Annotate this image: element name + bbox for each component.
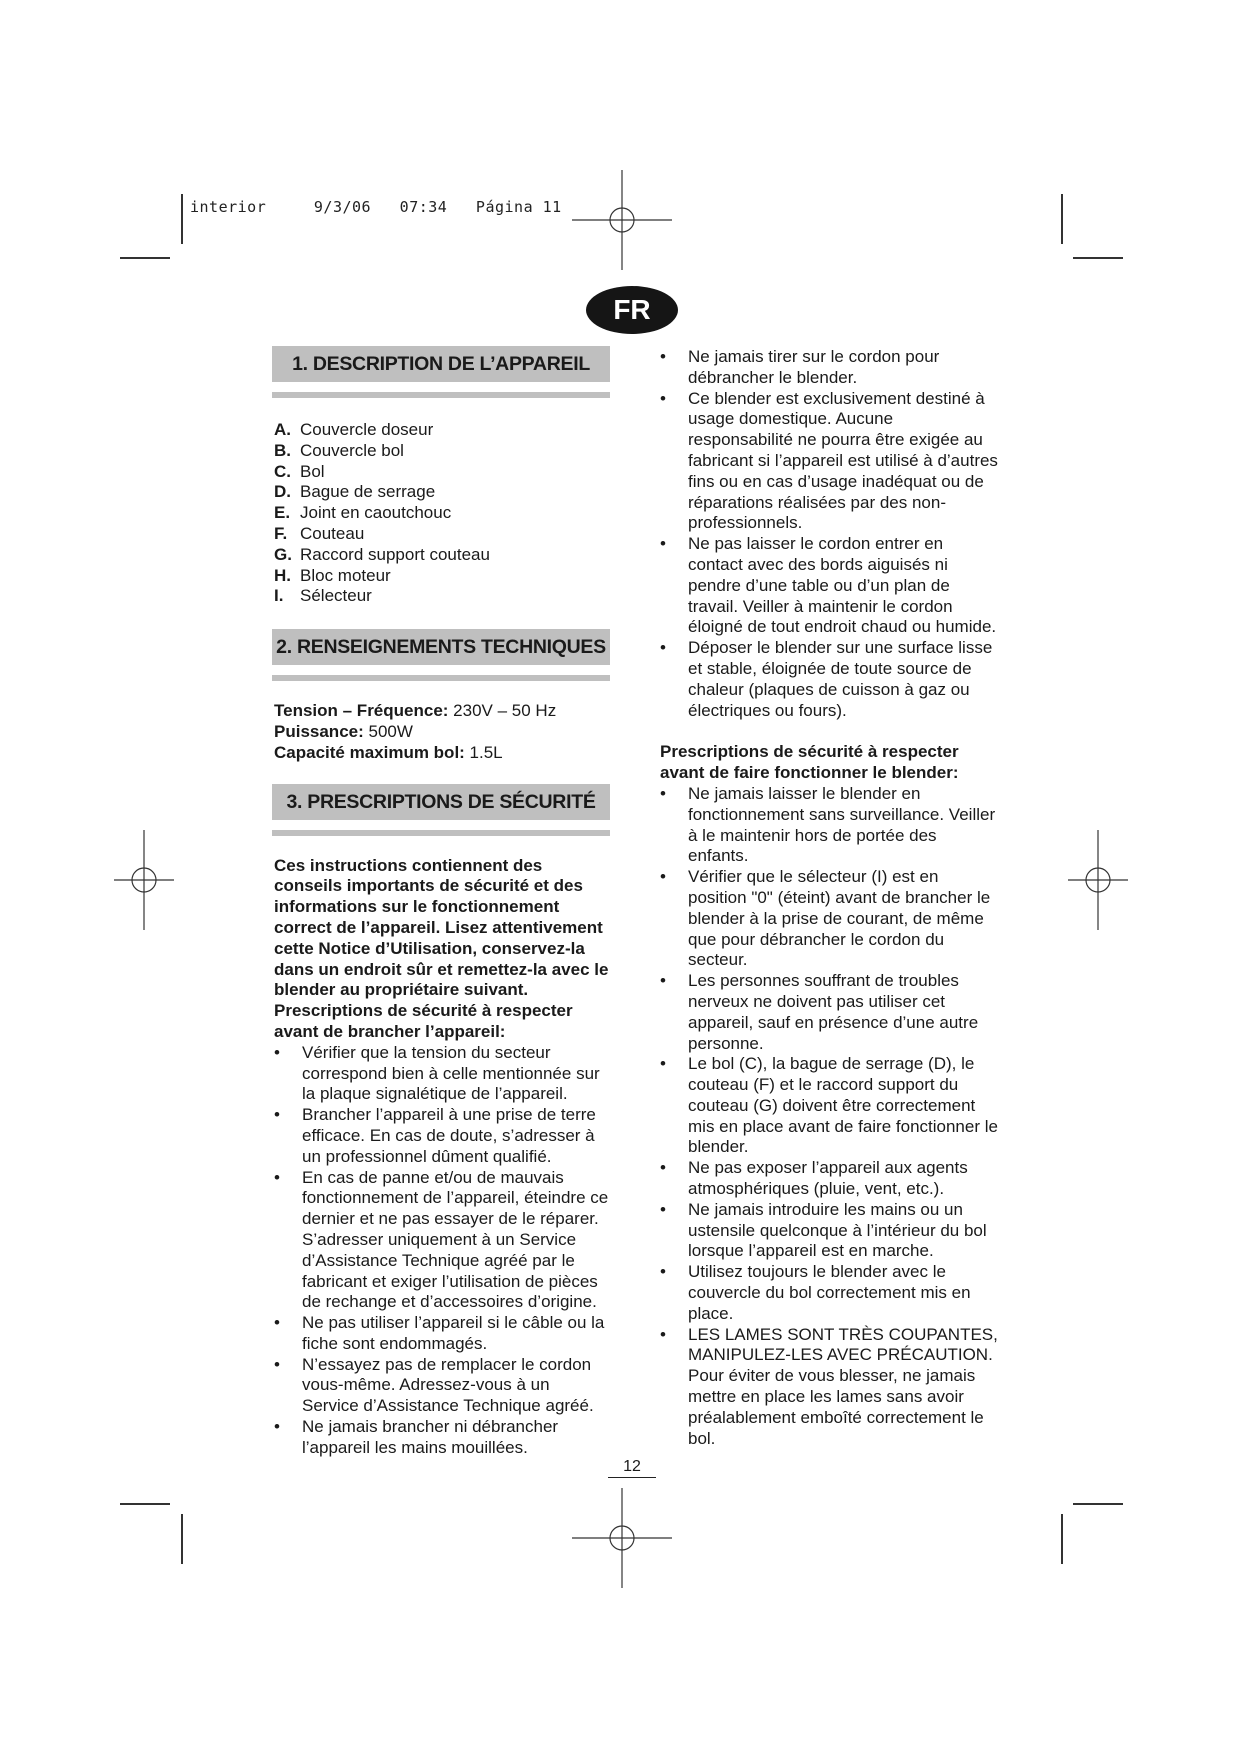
technical-specs (274, 701, 610, 763)
part-label: Couvercle bol (300, 440, 404, 460)
part-label: Bloc moteur (300, 565, 391, 585)
spec-value: 230V – 50 Hz (448, 701, 557, 721)
spec-row (274, 701, 610, 722)
right-column (658, 347, 998, 1449)
bullet-item: • Ne pas exposer l’appareil aux agents atmosphériques (pluie, vent, etc.). (658, 1158, 998, 1200)
before-operating-list (658, 784, 998, 1450)
bullet-item: • Brancher l’appareil à une prise de terre efficace. En cas de doute, s’adresser à un professionnel dûment qualifié. (272, 1105, 610, 1167)
bullet-item: • LES LAMES SONT TRÈS COUPANTES, MANIPULEZ-LES AVEC PRÉCAUTION. Pour éviter de vous blesser, ne jamais mettre en place les lames sans avoir préalablement emboîté correctement le bol. (658, 1325, 998, 1450)
bullet-item: • Ne jamais introduire les mains ou un ustensile quelconque à l’intérieur du bol lorsque l’appareil est en marche. (658, 1200, 998, 1262)
part-label: Couteau (300, 523, 365, 543)
part-letter: E. (274, 503, 291, 523)
page-number: 12 (608, 1457, 656, 1478)
section-title-description: 1. DESCRIPTION DE L’APPAREIL (272, 346, 610, 382)
before-operating-heading: Prescriptions de sécurité à respecter avant de faire fonctionner le blender: (660, 742, 959, 783)
part-item (274, 482, 610, 503)
spec-row (274, 722, 610, 743)
part-item (274, 586, 610, 607)
bullet-item: • Vérifier que la tension du secteur correspond bien à celle mentionnée sur la plaque signalétique de l’appareil. (272, 1043, 610, 1105)
before-plugging-list (272, 1043, 610, 1459)
bullet-item: • Ce blender est exclusivement destiné à usage domestique. Aucune responsabilité ne pourra être exigée au fabricant si l’appareil est utilisé à d’autres fins ou en cas d’usage inadéquat ou de réparations réalisées par des non-professionnels. (658, 389, 998, 535)
part-item (274, 524, 610, 545)
part-label: Couvercle doseur (300, 420, 434, 439)
bullet-item: • Utilisez toujours le blender avec le couvercle du bol correctement mis en place. (658, 1262, 998, 1324)
section-rule (272, 830, 610, 836)
before-plugging-heading: Prescriptions de sécurité à respecter avant de brancher l’appareil: (274, 1001, 573, 1041)
registration-mark-bottom (572, 1488, 672, 1588)
spec-value: 1.5L (464, 742, 503, 762)
spec-label: Puissance: (274, 721, 364, 741)
part-letter: I. (274, 586, 284, 606)
part-item (274, 566, 610, 587)
part-label: Joint en caoutchouc (300, 503, 452, 523)
spec-row (274, 743, 610, 764)
section-title-safety: 3. PRESCRIPTIONS DE SÉCURITÉ (272, 784, 610, 820)
part-label: Bague de serrage (300, 482, 436, 502)
bullet-item: • En cas de panne et/ou de mauvais fonctionnement de l’appareil, éteindre ce dernier et ne pas essayer de le réparer. S’adresser uniquement à un Service d’Assistance Technique agréé par le fabricant et exiger l’utilisation de pièces de rechange et d’accessoires d’origine. (272, 1168, 610, 1314)
crop-mark (1061, 194, 1063, 244)
part-item (274, 441, 610, 462)
language-badge: FR (586, 286, 678, 334)
bullet-item: • Ne pas laisser le cordon entrer en contact avec des bords aiguisés ni pendre d’une table ou d’un plan de travail. Veiller à maintenir le cordon éloigné de tout endroit chaud ou humide. (658, 534, 998, 638)
part-label: Raccord support couteau (300, 544, 490, 564)
part-letter: F. (274, 523, 288, 543)
registration-mark-right (1048, 830, 1148, 930)
bullet-item: • Ne jamais tirer sur le cordon pour débrancher le blender. (658, 347, 998, 389)
registration-mark-top (572, 170, 672, 270)
section-title-technical: 2. RENSEIGNEMENTS TECHNIQUES (272, 629, 610, 665)
spec-value: 500W (363, 721, 413, 741)
bullet-item: • Déposer le blender sur une surface lisse et stable, éloignée de toute source de chaleur (plaques de cuisson à gaz ou électriques ou fours). (658, 638, 998, 721)
bullet-item: • Ne jamais brancher ni débrancher l’appareil les mains mouillées. (272, 1417, 610, 1459)
part-item (274, 545, 610, 566)
crop-mark (120, 1503, 170, 1505)
part-letter: B. (274, 440, 291, 460)
bullet-item: • N’essayez pas de remplacer le cordon vous-même. Adressez-vous à un Service d’Assistance Technique agréé. (272, 1355, 610, 1417)
part-letter: C. (274, 461, 291, 481)
bullet-item: • Les personnes souffrant de troubles nerveux ne doivent pas utiliser cet appareil, sauf en présence d’une autre personne. (658, 971, 998, 1054)
bullet-item: • Ne pas utiliser l’appareil si le câble ou la fiche sont endommagés. (272, 1313, 610, 1355)
part-label: Sélecteur (300, 586, 372, 606)
part-letter: A. (274, 420, 291, 439)
part-letter: H. (274, 565, 291, 585)
general-safety-list (658, 347, 998, 721)
safety-intro: Ces instructions contiennent des conseils importants de sécurité et des informations sur le fonctionnement correct de l’appareil. Lisez attentivement cette Notice d’Utilisation, conservez-la dans un endroit sûr et remettez-la avec le blender au propriétaire suivant. (274, 855, 609, 1000)
part-item (274, 503, 610, 524)
part-letter: G. (274, 544, 292, 564)
spec-label: Capacité maximum bol: (274, 742, 465, 762)
bullet-item: • Ne jamais laisser le blender en fonctionnement sans surveillance. Veiller à le maintenir hors de portée des enfants. (658, 784, 998, 867)
part-item (274, 462, 610, 483)
part-label: Bol (300, 461, 325, 481)
registration-mark-left (94, 830, 194, 930)
crop-mark (1073, 1503, 1123, 1505)
part-item (274, 420, 610, 441)
part-letter: D. (274, 482, 291, 502)
spec-label: Tension – Fréquence: (274, 701, 449, 721)
parts-list (274, 420, 610, 607)
crop-mark (1073, 257, 1123, 259)
crop-mark (181, 1514, 183, 1564)
bullet-item: • Le bol (C), la bague de serrage (D), le couteau (F) et le raccord support du couteau (G) doivent être correctement mis en place avant de faire fonctionner le blender. (658, 1054, 998, 1158)
left-column (272, 346, 610, 1459)
crop-mark (181, 194, 183, 244)
printer-slug: interior 9/3/06 07:34 Página 11 (190, 198, 562, 216)
crop-mark (120, 257, 170, 259)
section-rule (272, 392, 610, 398)
section-rule (272, 675, 610, 681)
crop-mark (1061, 1514, 1063, 1564)
bullet-item: • Vérifier que le sélecteur (I) est en position "0" (éteint) avant de brancher le blender à la prise de courant, de même que pour débrancher le cordon du secteur. (658, 867, 998, 971)
